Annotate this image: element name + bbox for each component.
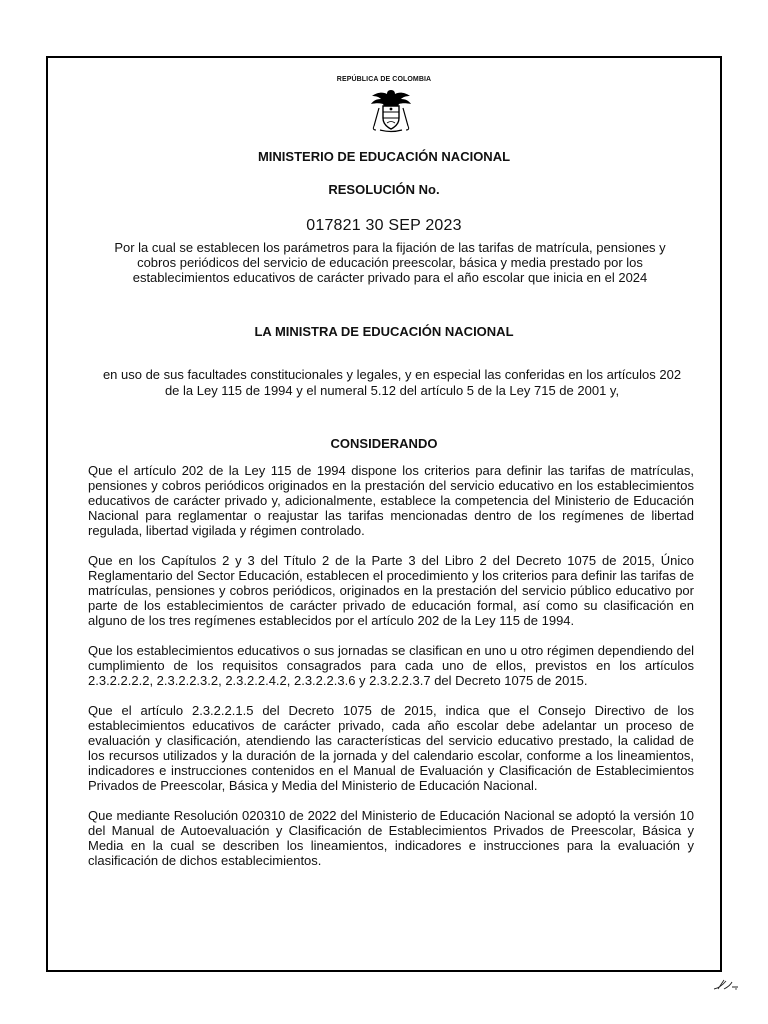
considering-paragraph: Que mediante Resolución 020310 de 2022 del Ministerio de Educación Nacional se adoptó la versión 10 del Manual de Autoevaluación y Clasificación de Establecimientos Privados de Preescolar, Básica y Media en la cual se describen los lineamientos, indicadores e instrucciones para la evaluación y clasificación de dichos establecimientos. — [88, 808, 694, 868]
considering-paragraph: Que el artículo 2.3.2.2.1.5 del Decreto 1075 de 2015, indica que el Consejo Directivo de los establecimientos educativos de carácter privado, cada año escolar debe adelantar un proceso de evaluación y clasificación, atendiendo las características del servicio educativo prestado, la calidad de los recursos utilizados y la duración de la jornada y del calendario escolar, conforme a los lineamientos, indicadores e instrucciones contenidos en el Manual de Evaluación y Clasificación de Establecimientos Privados de Preescolar, Básica y Media del Ministerio de Educación Nacional. — [88, 703, 694, 793]
resolution-label: RESOLUCIÓN No. — [328, 182, 440, 197]
coat-of-arms-icon — [366, 86, 416, 134]
considering-body — [88, 463, 694, 883]
considering-paragraph: Que el artículo 202 de la Ley 115 de 1994 dispone los criterios para definir las tarifas de matrículas, pensiones y cobros periódicos originados en la prestación del servicio educativo en los establecimientos educativos de carácter privado y, adicionalmente, establece la competencia del Ministerio de Educación Nacional para reglamentar o reajustar las tarifas mencionadas dentro de los regímenes de libertad regulada, libertad vigilada y régimen controlado. — [88, 463, 694, 538]
considering-heading: CONSIDERANDO — [330, 436, 438, 451]
considering-paragraph: Que en los Capítulos 2 y 3 del Título 2 de la Parte 3 del Libro 2 del Decreto 1075 de 2015, Único Reglamentario del Sector Educación, establecen el procedimiento y los criterios para definir las tarifas de matrículas, pensiones y cobros periódicos, originados en la prestación del servicio público educativo por parte de los establecimientos de carácter privado de educación formal, así como su clasificación en alguno de los tres regímenes establecidos por el artículo 202 de la Ley 115 de 1994. — [88, 553, 694, 628]
ministry-name: MINISTERIO DE EDUCACIÓN NACIONAL — [257, 149, 511, 164]
resolution-number: 017821 — [306, 217, 361, 234]
resolution-subject: Por la cual se establecen los parámetros para la fijación de las tarifas de matrícula, pensiones y cobros periódicos del servicio de educación preescolar, básica y media prestado por los establecimientos educativos de carácter privado para el año escolar que inicia en el 2024 — [114, 240, 666, 285]
resolution-date: 30 SEP 2023 — [365, 217, 462, 234]
powers-statement: en uso de sus facultades constitucionales y legales, y en especial las conferidas en los artículos 202 de la Ley 115 de 1994 y el numeral 5.12 del artículo 5 de la Ley 715 de 2001 y, — [102, 367, 682, 398]
republic-label: REPÚBLICA DE COLOMBIA — [336, 76, 432, 83]
minister-title: LA MINISTRA DE EDUCACIÓN NACIONAL — [254, 324, 514, 339]
resolution-number-date — [0, 217, 768, 235]
handwritten-initials-icon — [712, 976, 740, 992]
considering-paragraph: Que los establecimientos educativos o sus jornadas se clasifican en uno u otro régimen dependiendo del cumplimiento de los requisitos consagrados para cada uno de ellos, previstos en los artículos 2.3.2.2.2.2, 2.3.2.2.3.2, 2.3.2.2.4.2, 2.3.2.2.3.6 y 2.3.2.2.3.7 del Decreto 1075 de 2015. — [88, 643, 694, 688]
